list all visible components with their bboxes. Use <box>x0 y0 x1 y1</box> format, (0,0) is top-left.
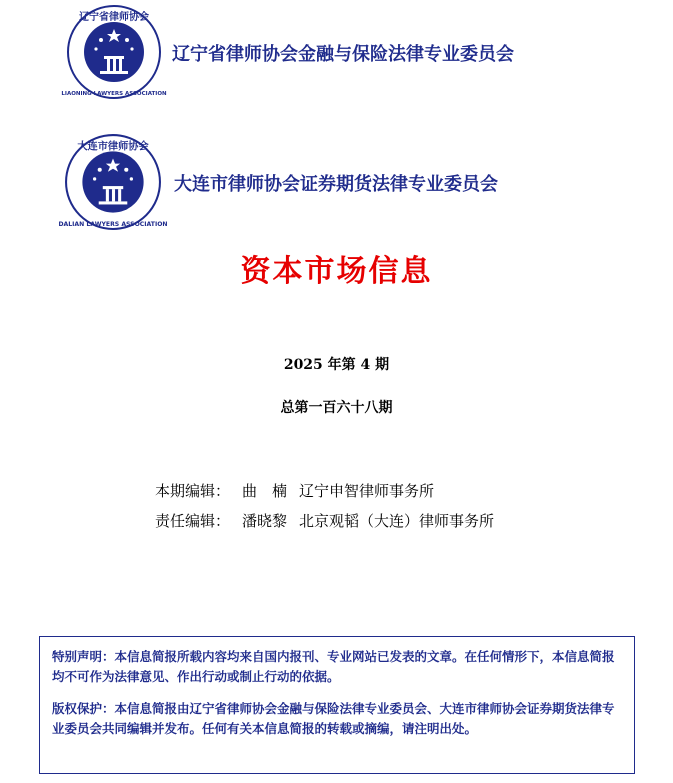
logo1-bottom-text: LIAONING LAWYERS ASSOCIATION <box>61 91 167 97</box>
logo2-top-text: 大连市律师协会 <box>77 141 149 153</box>
editor-role: 本期编辑： <box>155 482 231 500</box>
editor-name: 潘晓黎 <box>242 512 288 530</box>
notice-box <box>39 636 635 774</box>
logo-emblem-2 <box>58 133 168 231</box>
editor-name: 曲 楠 <box>242 482 288 500</box>
editor-role: 责任编辑： <box>155 512 231 530</box>
page-title: 资本市场信息 <box>240 254 433 289</box>
dalian-lawyers-association-logo <box>58 133 168 231</box>
logo-emblem-1 <box>61 4 167 100</box>
total-issue-number: 总第一百六十八期 <box>280 400 393 416</box>
editor-firm: 辽宁申智律师事务所 <box>299 482 435 500</box>
copyright-statement: 版权保护：本信息简报由辽宁省律师协会金融与保险法律专业委员会、大连市律师协会证券期货法律专业委员会共同编辑并发布。任何有关本信息简报的转载或摘编，请注明出处。 <box>52 701 615 736</box>
editor-row <box>155 510 506 531</box>
liaoning-lawyers-association-logo <box>61 4 167 100</box>
org1-name: 辽宁省律师协会金融与保险法律专业委员会 <box>172 44 514 65</box>
logo2-bottom-text: DALIAN LAWYERS ASSOCIATION <box>58 220 168 228</box>
special-statement: 特别声明：本信息简报所载内容均来自国内报刊、专业网站已发表的文章。在任何情形下，本信息简报均不可作为法律意见、作出行动或制止行动的依据。 <box>52 649 615 684</box>
editor-row <box>155 480 446 501</box>
issue-number: 2025 年第 4 期 <box>283 357 390 373</box>
logo1-top-text: 辽宁省律师协会 <box>79 12 149 23</box>
editor-firm: 北京观韬（大连）律师事务所 <box>299 512 495 530</box>
org2-name: 大连市律师协会证券期货法律专业委员会 <box>174 174 498 195</box>
